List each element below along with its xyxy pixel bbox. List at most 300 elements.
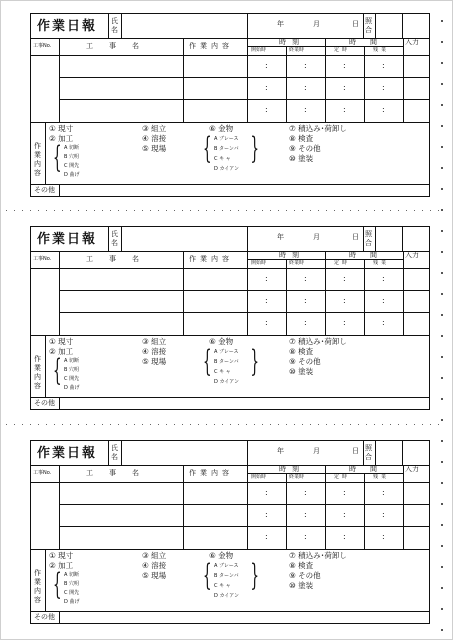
header-project-name: 工事名 <box>86 255 155 263</box>
cut-line-dot <box>158 210 159 211</box>
cut-line-dot <box>214 210 215 211</box>
cut-line-dot <box>262 424 263 425</box>
other-label: その他 <box>34 399 55 407</box>
header-regular: 定時 <box>334 474 351 480</box>
cut-line-dot <box>174 210 175 211</box>
option-3: ③ 組立 <box>142 124 167 133</box>
cut-line-dot <box>278 424 279 425</box>
cut-line-dot <box>142 210 143 211</box>
cut-line-dot <box>422 424 423 425</box>
cut-line-dot <box>334 424 335 425</box>
project-no-cell[interactable] <box>32 483 58 503</box>
sub-kako-a: A 切断 <box>64 572 80 578</box>
other-label: その他 <box>34 613 55 621</box>
sub-kanamono-d: D カイアン <box>214 166 239 172</box>
header-work-content: 作業内容 <box>189 469 233 477</box>
check-label: 照合 <box>365 230 372 247</box>
time-colon: : <box>265 274 268 283</box>
option-8: ⑧ 検査 <box>289 347 314 356</box>
entry-cell[interactable] <box>405 56 429 76</box>
cut-line-dot <box>118 424 119 425</box>
perforation-dot <box>441 314 443 316</box>
cut-line-dot <box>270 424 271 425</box>
perforation-dot <box>441 587 443 589</box>
option-4: ④ 溶接 <box>142 347 167 356</box>
table-row <box>31 482 429 504</box>
entry-cell[interactable] <box>405 78 429 98</box>
year-label: 年 <box>277 233 284 241</box>
work-content-cell[interactable] <box>185 78 245 98</box>
option-9: ⑨ その他 <box>289 357 321 366</box>
cut-line-dot <box>246 210 247 211</box>
side-label-work-content: 作業内容 <box>34 355 41 390</box>
cut-line-dot <box>30 210 31 211</box>
perforation-dot <box>441 503 443 505</box>
time-colon: : <box>382 61 385 70</box>
header-hours: 時間 <box>349 251 391 259</box>
cut-line-dot <box>54 210 55 211</box>
check-box-2[interactable] <box>404 442 428 462</box>
time-colon: : <box>343 296 346 305</box>
perforation-dot <box>441 566 443 568</box>
header-project-no: 工事No. <box>33 256 52 262</box>
other-field[interactable] <box>61 612 427 622</box>
perforation-dot <box>441 482 443 484</box>
cut-line-dot <box>286 424 287 425</box>
cut-line-dot <box>54 424 55 425</box>
header-project-no: 工事No. <box>33 470 52 476</box>
table-row <box>31 504 429 526</box>
cut-line-dot <box>46 210 47 211</box>
header-end-time: 終業時 <box>289 47 305 53</box>
perforation-dot <box>441 167 443 169</box>
time-colon: : <box>304 61 307 70</box>
time-colon: : <box>265 318 268 327</box>
cut-line-dot <box>110 424 111 425</box>
brace-kanamono: { <box>203 344 212 379</box>
table-row <box>31 77 429 99</box>
table-row <box>31 99 429 121</box>
time-colon: : <box>265 488 268 497</box>
check-box-2[interactable] <box>404 15 428 35</box>
perforation-dot <box>441 440 443 442</box>
check-box-2[interactable] <box>404 228 428 248</box>
cut-line-dot <box>118 210 119 211</box>
perforation-dot <box>441 125 443 127</box>
cut-line-dot <box>158 424 159 425</box>
cut-line-dot <box>254 210 255 211</box>
cut-line-dot <box>310 210 311 211</box>
option-6: ⑥ 金物 <box>209 551 234 560</box>
cut-line-dot <box>198 424 199 425</box>
cut-line-dot <box>374 210 375 211</box>
sub-kako-b: B 穴明 <box>64 154 80 160</box>
perforation-dot <box>441 83 443 85</box>
cut-line-dot <box>438 424 439 425</box>
cut-line-dot <box>182 424 183 425</box>
option-3: ③ 組立 <box>142 337 167 346</box>
perforation-dot <box>441 209 443 211</box>
option-2: ② 加工 <box>49 561 74 570</box>
option-8: ⑧ 検査 <box>289 134 314 143</box>
cut-line-dot <box>382 210 383 211</box>
cut-line-dot <box>6 424 7 425</box>
perforation-dot <box>441 293 443 295</box>
cut-line-dot <box>94 210 95 211</box>
time-colon: : <box>343 318 346 327</box>
cut-line-dot <box>190 424 191 425</box>
option-9: ⑨ その他 <box>289 571 321 580</box>
project-no-cell[interactable] <box>32 527 58 547</box>
perforation-dot <box>441 377 443 379</box>
time-colon: : <box>304 532 307 541</box>
date-field[interactable] <box>249 15 361 35</box>
time-colon: : <box>304 83 307 92</box>
header-start-time: 開始時 <box>251 260 267 266</box>
project-name-cell[interactable] <box>61 56 181 76</box>
project-name-cell[interactable] <box>61 505 181 525</box>
cut-line-dot <box>102 424 103 425</box>
project-name-cell[interactable] <box>61 527 181 547</box>
cut-line-dot <box>110 210 111 211</box>
project-no-cell[interactable] <box>32 269 58 289</box>
project-no-cell[interactable] <box>32 291 58 311</box>
time-colon: : <box>265 510 268 519</box>
other-field[interactable] <box>61 185 427 195</box>
cut-line-dot <box>134 424 135 425</box>
form-title: 作業日報 <box>37 232 98 247</box>
option-5: ⑤ 現場 <box>142 357 167 366</box>
time-colon: : <box>343 83 346 92</box>
header-time: 時刻 <box>279 251 305 259</box>
entry-cell[interactable] <box>405 483 429 503</box>
cut-line-dot <box>302 210 303 211</box>
header-regular: 定時 <box>334 47 351 53</box>
time-colon: : <box>382 296 385 305</box>
time-colon: : <box>382 318 385 327</box>
time-colon: : <box>304 318 307 327</box>
brace-kako: { <box>53 567 62 602</box>
option-1: ① 現寸 <box>49 551 74 560</box>
cut-line-dot <box>406 210 407 211</box>
cut-line-dot <box>222 424 223 425</box>
other-field[interactable] <box>61 398 427 408</box>
option-10: ⑩ 塗装 <box>289 581 314 590</box>
sub-kanamono-c: C キ ャ <box>214 369 231 375</box>
perforation-dot <box>441 188 443 190</box>
daily-report-form-2 <box>30 226 430 410</box>
perforation-dot <box>441 398 443 400</box>
sub-kanamono-c: C キ ャ <box>214 583 231 589</box>
cut-line-dot <box>390 424 391 425</box>
sub-kako-a: A 切断 <box>64 358 80 364</box>
month-label: 月 <box>313 20 320 28</box>
brace-kako: { <box>53 353 62 388</box>
name-label: 氏名 <box>111 17 118 34</box>
cut-line-dot <box>366 424 367 425</box>
cut-line-dot <box>222 210 223 211</box>
cut-line-dot <box>14 424 15 425</box>
cut-line-dot <box>214 424 215 425</box>
option-4: ④ 溶接 <box>142 561 167 570</box>
header-work-content: 作業内容 <box>189 42 233 50</box>
cut-line-dot <box>62 424 63 425</box>
sub-kako-a: A 切断 <box>64 145 80 151</box>
time-colon: : <box>382 488 385 497</box>
time-colon: : <box>343 105 346 114</box>
table-row <box>31 55 429 77</box>
cut-line-dot <box>358 210 359 211</box>
sub-kanamono-b: B ターンバ <box>214 146 239 152</box>
name-field[interactable] <box>123 15 245 35</box>
project-no-cell[interactable] <box>32 78 58 98</box>
cut-line-dot <box>398 424 399 425</box>
cut-line-dot <box>350 424 351 425</box>
check-label: 照合 <box>365 444 372 461</box>
project-no-cell[interactable] <box>32 56 58 76</box>
check-label: 照合 <box>365 17 372 34</box>
check-box-1[interactable] <box>377 442 401 462</box>
table-row <box>31 526 429 548</box>
entry-cell[interactable] <box>405 100 429 120</box>
perforation-dot <box>441 146 443 148</box>
time-colon: : <box>265 296 268 305</box>
option-10: ⑩ 塗装 <box>289 367 314 376</box>
header-end-time: 終業時 <box>289 260 305 266</box>
project-no-cell[interactable] <box>32 505 58 525</box>
cut-line-dot <box>438 210 439 211</box>
cut-line-dot <box>14 210 15 211</box>
header-start-time: 開始時 <box>251 474 267 480</box>
cut-line-dot <box>374 424 375 425</box>
time-colon: : <box>265 532 268 541</box>
cut-line-dot <box>102 210 103 211</box>
daily-report-form-1 <box>30 13 430 197</box>
date-field[interactable] <box>249 228 361 248</box>
time-colon: : <box>343 61 346 70</box>
cut-line-dot <box>70 424 71 425</box>
perforation-dot <box>441 419 443 421</box>
option-2: ② 加工 <box>49 347 74 356</box>
cut-line-dot <box>342 210 343 211</box>
perforation-dot <box>441 524 443 526</box>
header-start-time: 開始時 <box>251 47 267 53</box>
cut-line-dot <box>414 424 415 425</box>
work-content-cell[interactable] <box>185 527 245 547</box>
project-no-cell[interactable] <box>32 313 58 333</box>
time-colon: : <box>382 510 385 519</box>
cut-line-dot <box>366 210 367 211</box>
option-10: ⑩ 塗装 <box>289 154 314 163</box>
name-label: 氏名 <box>111 444 118 461</box>
project-no-cell[interactable] <box>32 100 58 120</box>
time-colon: : <box>265 61 268 70</box>
time-colon: : <box>382 532 385 541</box>
cut-line-dot <box>70 210 71 211</box>
cut-line-dot <box>134 210 135 211</box>
sub-kako-c: C 開先 <box>64 163 80 169</box>
cut-line-dot <box>246 424 247 425</box>
time-colon: : <box>382 83 385 92</box>
side-label-work-content: 作業内容 <box>34 142 41 177</box>
time-colon: : <box>343 510 346 519</box>
entry-cell[interactable] <box>405 505 429 525</box>
time-colon: : <box>304 105 307 114</box>
project-name-cell[interactable] <box>61 291 181 311</box>
cut-line-dot <box>126 210 127 211</box>
brace-kako: { <box>53 140 62 175</box>
brace-kanamono-right: { <box>250 344 259 379</box>
option-1: ① 現寸 <box>49 124 74 133</box>
cut-line-dot <box>286 210 287 211</box>
project-name-cell[interactable] <box>61 313 181 333</box>
cut-line-dot <box>406 424 407 425</box>
cut-line-dot <box>22 210 23 211</box>
work-content-cell[interactable] <box>185 505 245 525</box>
sub-kanamono-d: D カイアン <box>214 593 239 599</box>
cut-line-dot <box>318 424 319 425</box>
cut-line-dot <box>294 210 295 211</box>
cut-line-dot <box>294 424 295 425</box>
cut-line-dot <box>206 424 207 425</box>
work-content-cell[interactable] <box>185 56 245 76</box>
time-colon: : <box>304 510 307 519</box>
time-colon: : <box>343 532 346 541</box>
cut-line-dot <box>166 424 167 425</box>
option-8: ⑧ 検査 <box>289 561 314 570</box>
cut-line-dot <box>190 210 191 211</box>
cut-line-dot <box>166 210 167 211</box>
option-7: ⑦ 積込み･荷卸し <box>289 551 347 560</box>
cut-line-dot <box>278 210 279 211</box>
brace-kanamono-right: { <box>250 131 259 166</box>
month-label: 月 <box>313 233 320 241</box>
name-field[interactable] <box>123 442 245 462</box>
header-hours: 時間 <box>349 38 391 46</box>
perforation-dot <box>441 461 443 463</box>
perforation-dot <box>441 230 443 232</box>
project-name-cell[interactable] <box>61 78 181 98</box>
check-box-1[interactable] <box>377 15 401 35</box>
sub-kanamono-a: A ブレース <box>214 563 239 569</box>
time-colon: : <box>304 274 307 283</box>
cut-line-dot <box>414 210 415 211</box>
time-colon: : <box>343 274 346 283</box>
cut-line-dot <box>430 424 431 425</box>
cut-line-dot <box>302 424 303 425</box>
cut-line-dot <box>86 210 87 211</box>
name-label: 氏名 <box>111 230 118 247</box>
cut-line-dot <box>326 210 327 211</box>
cut-line-dot <box>38 424 39 425</box>
name-field[interactable] <box>123 228 245 248</box>
check-box-1[interactable] <box>377 228 401 248</box>
cut-line-dot <box>150 210 151 211</box>
cut-line-dot <box>174 424 175 425</box>
sub-kanamono-c: C キ ャ <box>214 156 231 162</box>
option-9: ⑨ その他 <box>289 144 321 153</box>
project-name-cell[interactable] <box>61 100 181 120</box>
time-colon: : <box>304 296 307 305</box>
entry-cell[interactable] <box>405 269 429 289</box>
cut-line-dot <box>350 210 351 211</box>
sub-kanamono-d: D カイアン <box>214 379 239 385</box>
work-content-cell[interactable] <box>185 291 245 311</box>
work-content-cell[interactable] <box>185 483 245 503</box>
perforation-dot <box>441 41 443 43</box>
sub-kako-c: C 開先 <box>64 590 80 596</box>
work-content-cell[interactable] <box>185 269 245 289</box>
perforation-dot <box>441 608 443 610</box>
option-1: ① 現寸 <box>49 337 74 346</box>
cut-line-dot <box>30 424 31 425</box>
sub-kanamono-a: A ブレース <box>214 136 239 142</box>
daily-report-form-3 <box>30 440 430 624</box>
time-colon: : <box>343 488 346 497</box>
work-content-cell[interactable] <box>185 100 245 120</box>
cut-line-dot <box>94 424 95 425</box>
perforation-dot <box>441 335 443 337</box>
project-name-cell[interactable] <box>61 483 181 503</box>
option-7: ⑦ 積込み･荷卸し <box>289 124 347 133</box>
perforation-dot <box>441 251 443 253</box>
day-label: 日 <box>352 447 359 455</box>
header-entry: 入力 <box>405 38 419 46</box>
day-label: 日 <box>352 233 359 241</box>
perforation-dot <box>441 629 443 631</box>
header-entry: 入力 <box>405 251 419 259</box>
entry-cell[interactable] <box>405 291 429 311</box>
project-name-cell[interactable] <box>61 269 181 289</box>
entry-cell[interactable] <box>405 313 429 333</box>
cut-line-dot <box>390 210 391 211</box>
cut-line-dot <box>38 210 39 211</box>
option-2: ② 加工 <box>49 134 74 143</box>
sub-kako-b: B 穴明 <box>64 581 80 587</box>
cut-line-dot <box>198 210 199 211</box>
time-colon: : <box>382 274 385 283</box>
cut-line-dot <box>6 210 7 211</box>
cut-line-dot <box>334 210 335 211</box>
date-field[interactable] <box>249 442 361 462</box>
cut-line-dot <box>142 424 143 425</box>
header-hours: 時間 <box>349 465 391 473</box>
cut-line-dot <box>230 424 231 425</box>
header-overtime: 残業 <box>373 47 390 53</box>
sub-kako-d: D 曲げ <box>64 172 80 178</box>
cut-line-dot <box>430 210 431 211</box>
perforation-dot <box>441 62 443 64</box>
cut-line-dot <box>182 210 183 211</box>
sub-kanamono-b: B ターンバ <box>214 359 239 365</box>
option-3: ③ 組立 <box>142 551 167 560</box>
sub-kako-c: C 開先 <box>64 376 80 382</box>
table-row <box>31 312 429 334</box>
entry-cell[interactable] <box>405 527 429 547</box>
option-5: ⑤ 現場 <box>142 144 167 153</box>
cut-line-dot <box>238 210 239 211</box>
work-content-cell[interactable] <box>185 313 245 333</box>
option-7: ⑦ 積込み･荷卸し <box>289 337 347 346</box>
brace-kanamono: { <box>203 131 212 166</box>
cut-line-dot <box>230 210 231 211</box>
sub-kako-d: D 曲げ <box>64 599 80 605</box>
time-colon: : <box>382 105 385 114</box>
sub-kanamono-a: A ブレース <box>214 349 239 355</box>
cut-line-dot <box>78 424 79 425</box>
month-label: 月 <box>313 447 320 455</box>
cut-line-dot <box>126 424 127 425</box>
